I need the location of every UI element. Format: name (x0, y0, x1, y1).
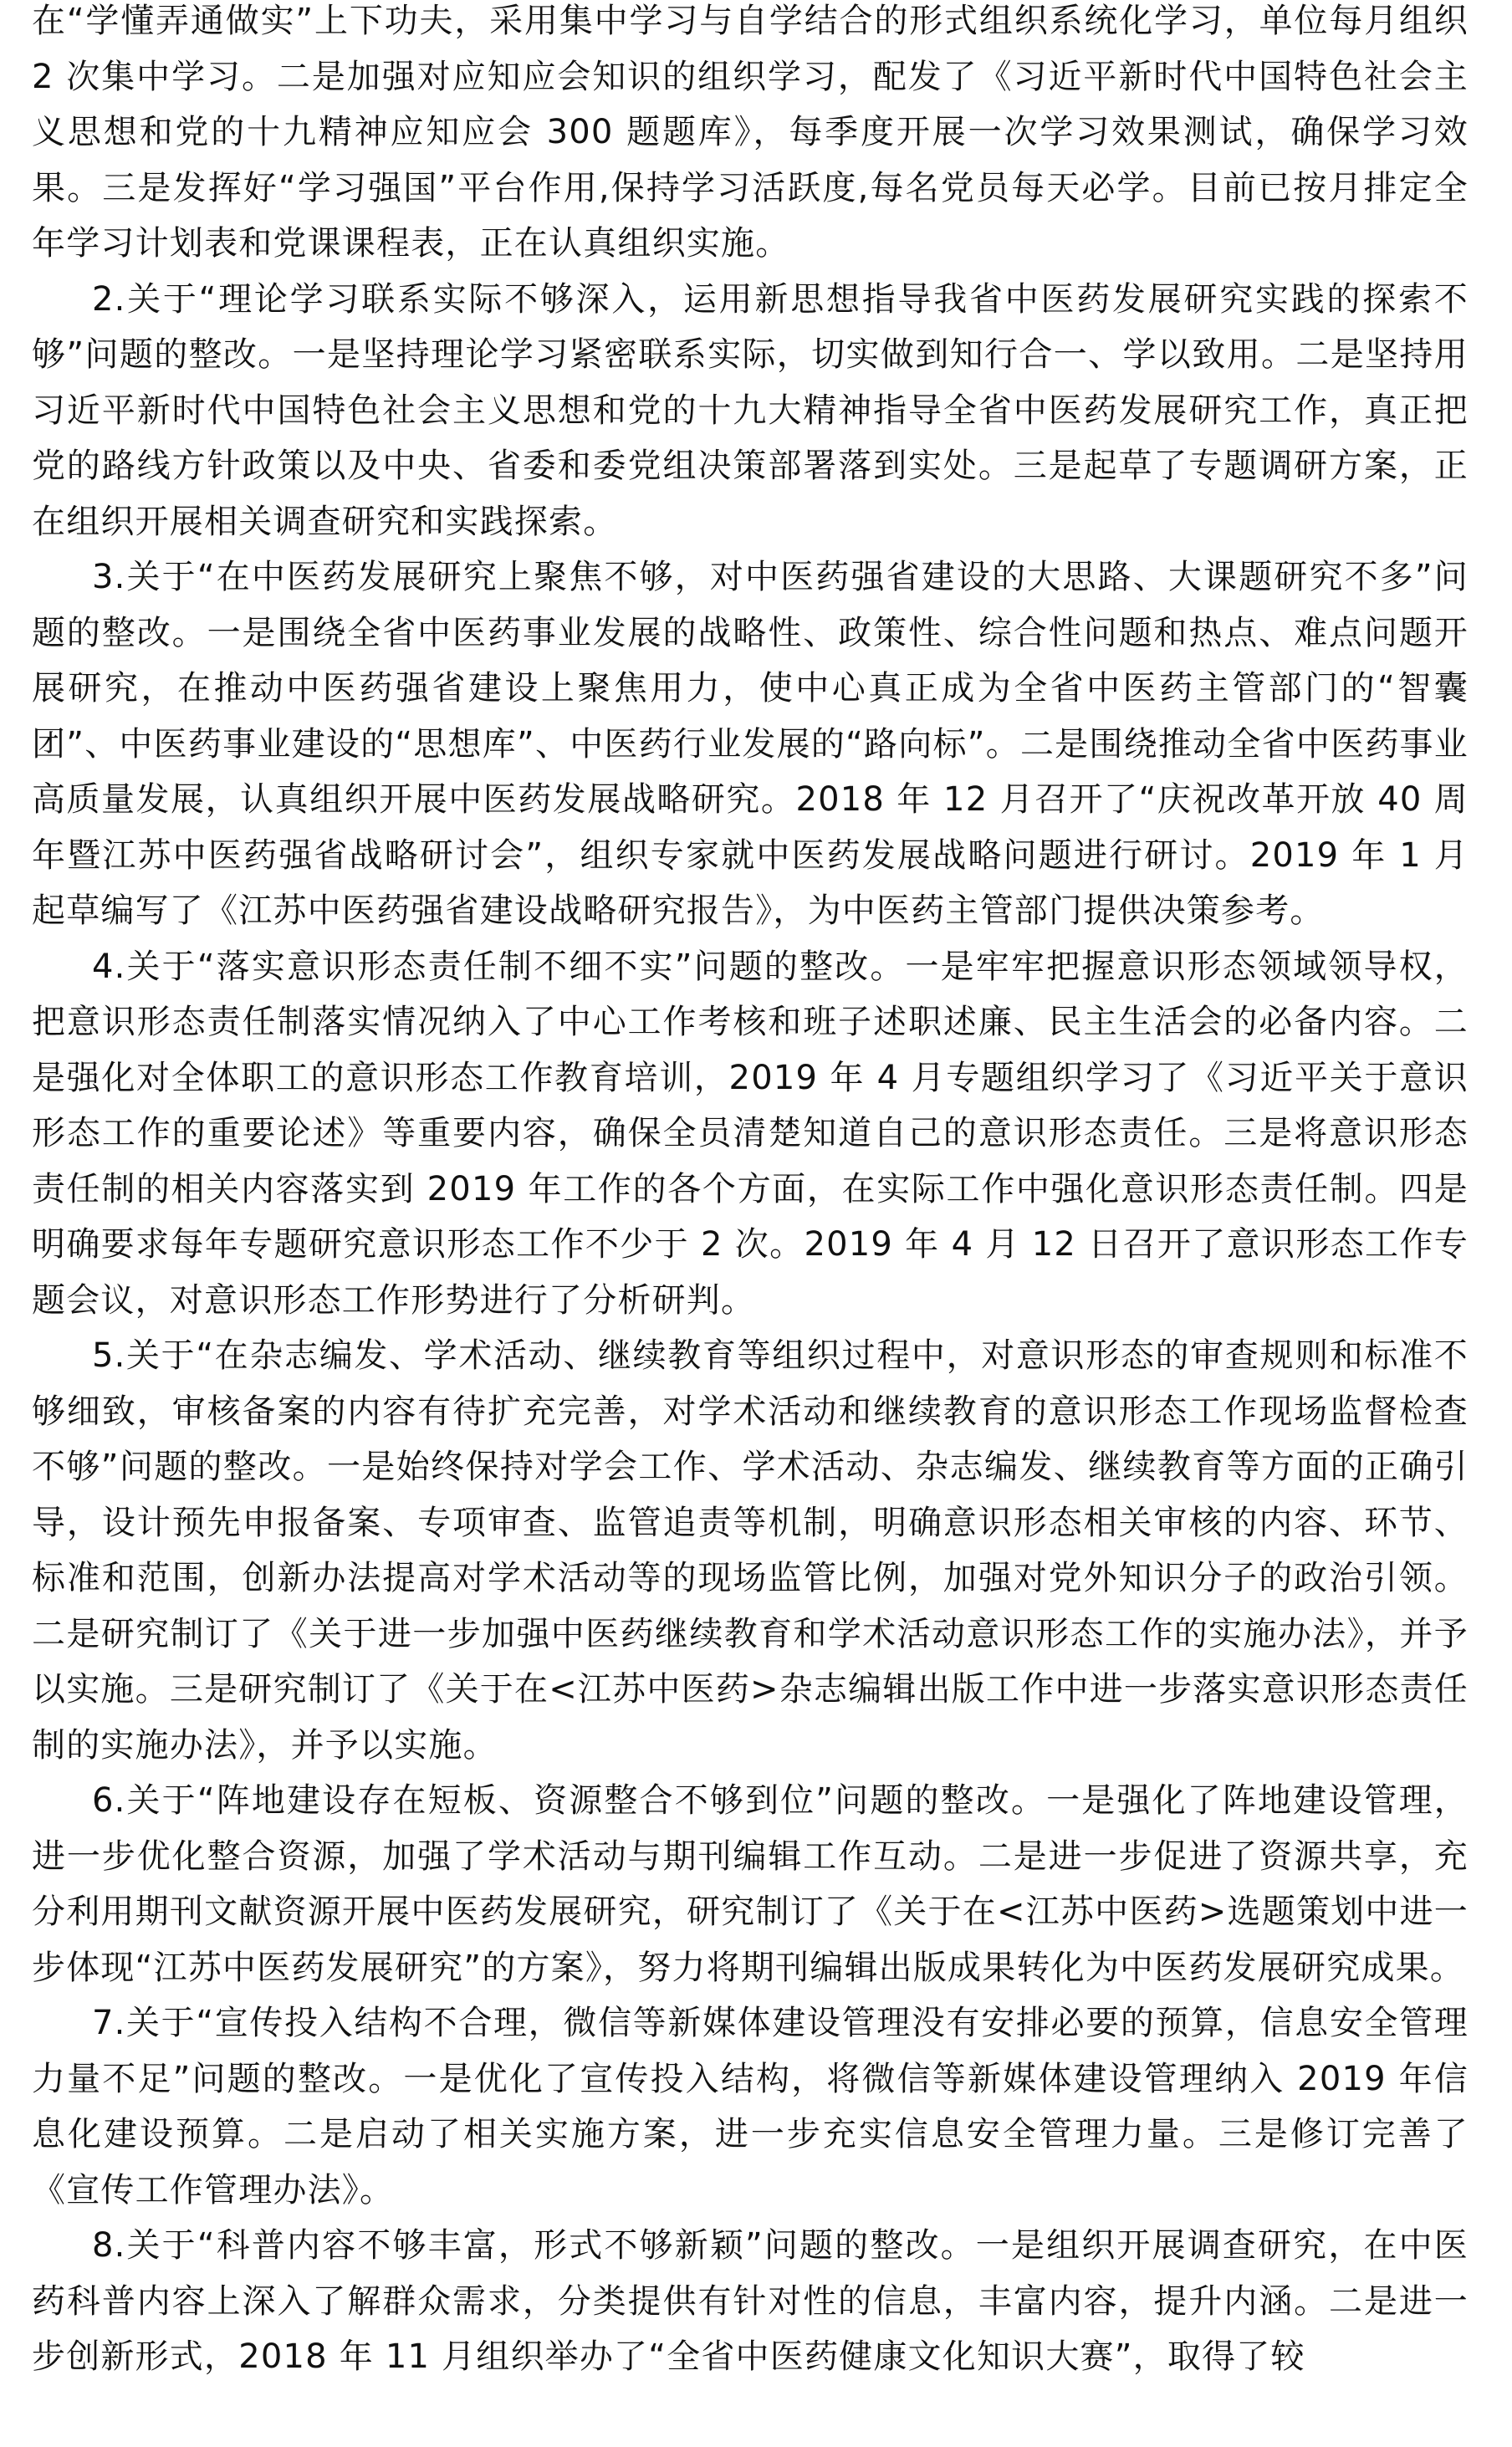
paragraph-item-4: 4.关于“落实意识形态责任制不细不实”问题的整改。一是牢牢把握意识形态领域领导权，把意识形态责任制落实情况纳入了中心工作考核和班子述职述廉、民主生活会的必备内容。二是强化对全体职工的意识形态工作教育培训，2019 年 4 月专题组织学习了《习近平关于意识形态工作的重要论述》等重要内容，确保全员清楚知道自己的意识形态责任。三是将意识形态责任制的相关内容落实到 2019 年工作的各个方面，在实际工作中强化意识形态责任制。四是明确要求每年专题研究意识形态工作不少于 2 次。2019 年 4 月 12 日召开了意识形态工作专题会议，对意识形态工作形势进行了分析研判。 (32, 947, 1469, 1320)
paragraph-item-7: 7.关于“宣传投入结构不合理，微信等新媒体建设管理没有安排必要的预算，信息安全管理力量不足”问题的整改。一是优化了宣传投入结构，将微信等新媒体建设管理纳入 2019 年信息化建设预算。二是启动了相关实施方案，进一步充实信息安全管理力量。三是修订完善了《宣传工作管理办法》。 (32, 2004, 1469, 2209)
paragraph-item-8: 8.关于“科普内容不够丰富，形式不够新颖”问题的整改。一是组织开展调查研究，在中医药科普内容上深入了解群众需求，分类提供有针对性的信息，丰富内容，提升内涵。二是进一步创新形式，2018 年 11 月组织举办了“全省中医药健康文化知识大赛”，取得了较 (32, 2226, 1469, 2376)
paragraph-item-2: 2.关于“理论学习联系实际不够深入，运用新思想指导我省中医药发展研究实践的探索不够”问题的整改。一是坚持理论学习紧密联系实际，切实做到知行合一、学以致用。二是坚持用习近平新时代中国特色社会主义思想和党的十九大精神指导全省中医药发展研究工作，真正把党的路线方针政策以及中央、省委和委党组决策部署落到实处。三是起草了专题调研方案，正在组织开展相关调查研究和实践探索。 (32, 279, 1469, 541)
paragraph-item-6: 6.关于“阵地建设存在短板、资源整合不够到位”问题的整改。一是强化了阵地建设管理，进一步优化整合资源，加强了学术活动与期刊编辑工作互动。二是进一步促进了资源共享，充分利用期刊文献资源开展中医药发展研究，研究制订了《关于在<江苏中医药>选题策划中进一步体现“江苏中医药发展研究”的方案》，努力将期刊编辑出版成果转化为中医药发展研究成果。 (32, 1781, 1469, 1987)
paragraph-item-5: 5.关于“在杂志编发、学术活动、继续教育等组织过程中，对意识形态的审查规则和标准不够细致，审核备案的内容有待扩充完善，对学术活动和继续教育的意识形态工作现场监督检查不够”问题的整改。一是始终保持对学会工作、学术活动、杂志编发、继续教育等方面的正确引导，设计预先申报备案、专项审查、监管追责等机制，明确意识形态相关审核的内容、环节、标准和范围，创新办法提高对学术活动等的现场监管比例，加强对党外知识分子的政治引领。二是研究制订了《关于进一步加强中医药继续教育和学术活动意识形态工作的实施办法》，并予以实施。三是研究制订了《关于在<江苏中医药>杂志编辑出版工作中进一步落实意识形态责任制的实施办法》，并予以实施。 (32, 1336, 1469, 1765)
paragraph-item-3: 3.关于“在中医药发展研究上聚焦不够，对中医药强省建设的大思路、大课题研究不多”问题的整改。一是围绕全省中医药事业发展的战略性、政策性、综合性问题和热点、难点问题开展研究，在推动中医药强省建设上聚焦用力，使中心真正成为全省中医药主管部门的“智囊团”、中医药事业建设的“思想库”、中医药行业发展的“路向标”。二是围绕推动全省中医药事业高质量发展，认真组织开展中医药发展战略研究。2018 年 12 月召开了“庆祝改革开放 40 周年暨江苏中医药强省战略研讨会”，组织专家就中医药发展战略问题进行研讨。2019 年 1 月起草编写了《江苏中医药强省建设战略研究报告》，为中医药主管部门提供决策参考。 (32, 558, 1469, 930)
paragraph-continuation: 在“学懂弄通做实”上下功夫，采用集中学习与自学结合的形式组织系统化学习，单位每月组织 2 次集中学习。二是加强对应知应会知识的组织学习，配发了《习近平新时代中国特色社会主义思想和党的十九精神应知应会 300 题题库》，每季度开展一次学习效果测试，确保学习效果。三是发挥好“学习强国”平台作用,保持学习活跃度,每名党员每天必学。目前已按月排定全年学习计划表和党课课程表，正在认真组织实施。 (32, 2, 1469, 263)
